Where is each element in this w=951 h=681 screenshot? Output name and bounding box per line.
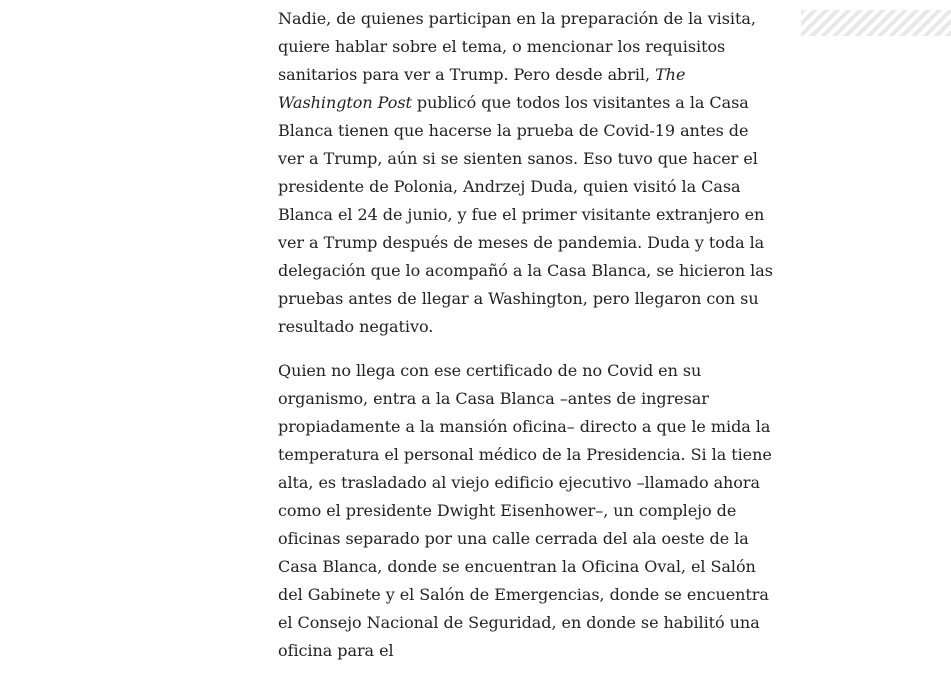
article-body bbox=[278, 5, 778, 681]
paragraph-text-end: publicó que todos los visitantes a la Casa Blanca tienen que hacerse la prueba de Covid-19 antes de ver a Trump, aún si se sienten sanos. Eso tuvo que hacer el presidente de Polonia, Andrzej Duda, quien visitó la Casa Blanca el 24 de junio, y fue el primer visitante extranjero en ver a Trump después de meses de pandemia. Duda y toda la delegación que lo acompañó a la Casa Blanca, se hicieron las pruebas antes de llegar a Washington, pero llegaron con su resultado negativo. bbox=[278, 93, 773, 336]
article-paragraph bbox=[278, 5, 778, 341]
publication-name: The Washington Post bbox=[278, 65, 686, 112]
paragraph-text-start: Nadie, de quienes participan en la preparación de la visita, quiere hablar sobre el tema, o mencionar los requisitos sanitarios para ver a Trump. Pero desde abril, bbox=[278, 9, 756, 84]
article-paragraph: Quien no llega con ese certificado de no Covid en su organismo, entra a la Casa Blanca –antes de ingresar propiadamente a la mansión oficina– directo a que le mida la temperatura el personal médico de la Presidencia. Si la tiene alta, es trasladado al viejo edificio ejecutivo –llamado ahora como el presidente Dwight Eisenhower–, un complejo de oficinas separado por una calle cerrada del ala oeste de la Casa Blanca, donde se encuentran la Oficina Oval, el Salón del Gabinete y el Salón de Emergencias, donde se encuentra el Consejo Nacional de Seguridad, en donde se habilitó una oficina para el bbox=[278, 361, 772, 660]
ad-placeholder bbox=[801, 10, 951, 36]
